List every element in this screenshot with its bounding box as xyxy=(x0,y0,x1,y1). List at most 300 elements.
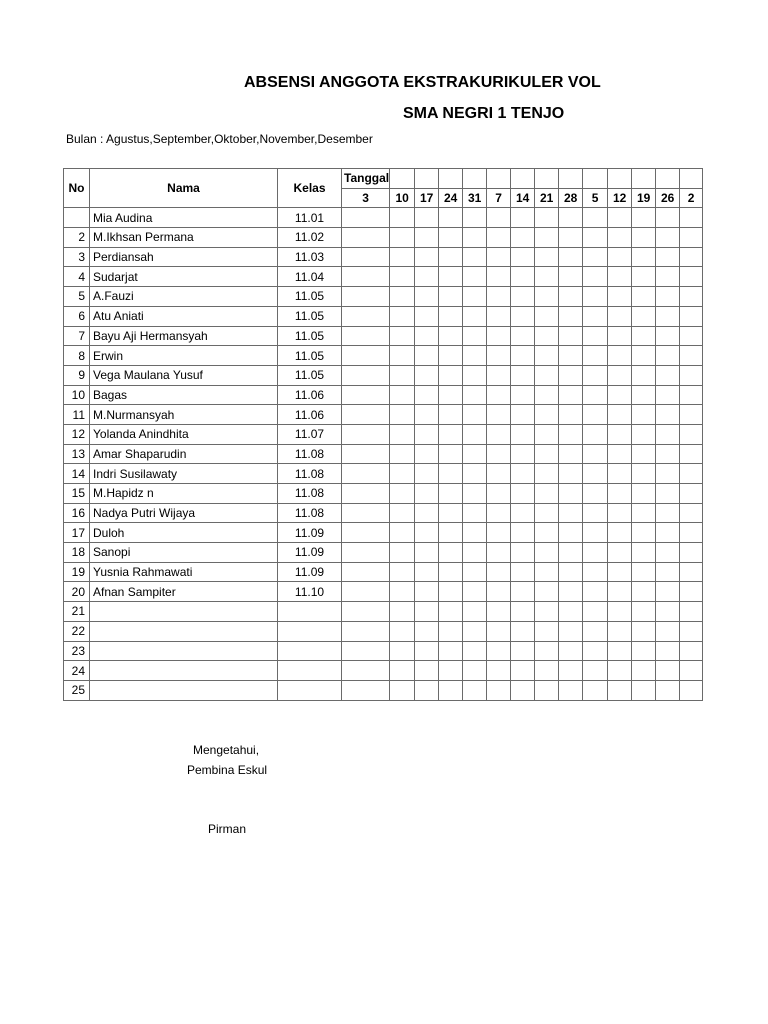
attendance-cell xyxy=(487,346,511,366)
header-kelas: Kelas xyxy=(278,169,342,208)
attendance-cell xyxy=(463,247,487,267)
attendance-cell xyxy=(656,405,680,425)
attendance-cell xyxy=(559,641,583,661)
attendance-cell xyxy=(511,523,535,543)
attendance-cell xyxy=(487,267,511,287)
attendance-cell xyxy=(511,444,535,464)
row-number: 14 xyxy=(64,464,90,484)
member-class: 11.02 xyxy=(278,228,342,248)
attendance-cell xyxy=(656,582,680,602)
attendance-cell xyxy=(415,523,439,543)
attendance-cell xyxy=(680,424,703,444)
attendance-cell xyxy=(583,326,608,346)
table-row xyxy=(64,385,703,405)
attendance-cell xyxy=(535,602,559,622)
attendance-cell xyxy=(583,444,608,464)
attendance-cell xyxy=(656,326,680,346)
member-name: Bayu Aji Hermansyah xyxy=(90,326,278,346)
attendance-cell xyxy=(415,385,439,405)
attendance-cell xyxy=(487,208,511,228)
attendance-cell xyxy=(390,444,415,464)
attendance-cell xyxy=(656,602,680,622)
table-row xyxy=(64,621,703,641)
attendance-cell xyxy=(415,641,439,661)
member-name: Afnan Sampiter xyxy=(90,582,278,602)
attendance-cell xyxy=(608,208,632,228)
attendance-cell xyxy=(439,464,463,484)
attendance-cell xyxy=(463,661,487,681)
attendance-cell xyxy=(439,247,463,267)
table-row xyxy=(64,523,703,543)
table-row xyxy=(64,602,703,622)
attendance-cell xyxy=(415,247,439,267)
attendance-cell xyxy=(439,503,463,523)
attendance-cell xyxy=(608,405,632,425)
attendance-cell xyxy=(511,247,535,267)
attendance-cell xyxy=(632,444,656,464)
attendance-cell xyxy=(463,523,487,543)
attendance-cell xyxy=(415,543,439,563)
attendance-cell xyxy=(583,523,608,543)
table-row xyxy=(64,562,703,582)
attendance-cell xyxy=(463,228,487,248)
attendance-cell xyxy=(511,287,535,307)
attendance-cell xyxy=(632,464,656,484)
row-number: 3 xyxy=(64,247,90,267)
attendance-cell xyxy=(680,267,703,287)
attendance-cell xyxy=(390,680,415,700)
member-class: 11.06 xyxy=(278,405,342,425)
attendance-cell xyxy=(535,621,559,641)
attendance-cell xyxy=(511,267,535,287)
member-class: 11.09 xyxy=(278,523,342,543)
attendance-cell xyxy=(463,641,487,661)
attendance-cell xyxy=(342,365,390,385)
row-number: 6 xyxy=(64,306,90,326)
attendance-cell xyxy=(559,464,583,484)
signatory-name: Pirman xyxy=(208,822,247,836)
member-class: 11.09 xyxy=(278,562,342,582)
attendance-cell xyxy=(390,287,415,307)
attendance-cell xyxy=(632,326,656,346)
attendance-cell xyxy=(535,680,559,700)
row-number: 22 xyxy=(64,621,90,641)
member-name: Sudarjat xyxy=(90,267,278,287)
attendance-cell xyxy=(535,267,559,287)
attendance-cell xyxy=(487,306,511,326)
attendance-cell xyxy=(463,287,487,307)
attendance-cell xyxy=(487,464,511,484)
attendance-cell xyxy=(535,641,559,661)
date-header: 31 xyxy=(463,188,487,208)
attendance-cell xyxy=(342,444,390,464)
member-name: Duloh xyxy=(90,523,278,543)
attendance-cell xyxy=(511,424,535,444)
date-header: 5 xyxy=(583,188,608,208)
attendance-cell xyxy=(463,464,487,484)
attendance-cell xyxy=(559,208,583,228)
member-class: 11.03 xyxy=(278,247,342,267)
attendance-cell xyxy=(415,582,439,602)
attendance-cell xyxy=(511,641,535,661)
table-row xyxy=(64,543,703,563)
attendance-cell xyxy=(463,365,487,385)
attendance-cell xyxy=(342,464,390,484)
attendance-cell xyxy=(511,680,535,700)
attendance-cell xyxy=(439,621,463,641)
row-number: 2 xyxy=(64,228,90,248)
attendance-cell xyxy=(463,543,487,563)
attendance-cell xyxy=(535,306,559,326)
attendance-cell xyxy=(583,365,608,385)
date-header: 2 xyxy=(680,188,703,208)
attendance-cell xyxy=(559,523,583,543)
attendance-cell xyxy=(656,424,680,444)
attendance-cell xyxy=(583,641,608,661)
member-class xyxy=(278,621,342,641)
attendance-cell xyxy=(632,424,656,444)
attendance-cell xyxy=(487,562,511,582)
attendance-cell xyxy=(390,365,415,385)
attendance-cell xyxy=(415,306,439,326)
attendance-cell xyxy=(656,484,680,504)
attendance-cell xyxy=(463,306,487,326)
attendance-cell xyxy=(583,484,608,504)
attendance-cell xyxy=(559,661,583,681)
attendance-cell xyxy=(656,306,680,326)
attendance-cell xyxy=(583,247,608,267)
attendance-cell xyxy=(342,424,390,444)
attendance-cell xyxy=(487,661,511,681)
attendance-cell xyxy=(390,267,415,287)
attendance-cell xyxy=(680,464,703,484)
attendance-cell xyxy=(559,424,583,444)
attendance-cell xyxy=(656,385,680,405)
attendance-cell xyxy=(439,385,463,405)
member-name xyxy=(90,641,278,661)
table-body xyxy=(64,208,703,700)
member-class: 11.05 xyxy=(278,306,342,326)
attendance-cell xyxy=(559,405,583,425)
attendance-cell xyxy=(390,247,415,267)
attendance-cell xyxy=(439,405,463,425)
attendance-cell xyxy=(511,385,535,405)
attendance-cell xyxy=(680,641,703,661)
attendance-cell xyxy=(439,602,463,622)
attendance-cell xyxy=(583,464,608,484)
member-name: M.Hapidz n xyxy=(90,484,278,504)
attendance-cell xyxy=(535,346,559,366)
attendance-cell xyxy=(535,287,559,307)
attendance-cell xyxy=(487,680,511,700)
attendance-cell xyxy=(535,582,559,602)
attendance-cell xyxy=(608,464,632,484)
attendance-cell xyxy=(342,484,390,504)
member-name xyxy=(90,602,278,622)
member-name: Indri Susilawaty xyxy=(90,464,278,484)
attendance-cell xyxy=(511,365,535,385)
date-header: 12 xyxy=(608,188,632,208)
attendance-cell xyxy=(439,306,463,326)
attendance-cell xyxy=(390,543,415,563)
row-number: 11 xyxy=(64,405,90,425)
member-class xyxy=(278,641,342,661)
date-header: 17 xyxy=(415,188,439,208)
attendance-cell xyxy=(632,562,656,582)
attendance-cell xyxy=(535,385,559,405)
row-number: 15 xyxy=(64,484,90,504)
attendance-cell xyxy=(608,346,632,366)
attendance-cell xyxy=(342,267,390,287)
attendance-cell xyxy=(439,641,463,661)
row-number: 17 xyxy=(64,523,90,543)
row-number: 12 xyxy=(64,424,90,444)
attendance-cell xyxy=(632,287,656,307)
member-name: Atu Aniati xyxy=(90,306,278,326)
attendance-cell xyxy=(342,621,390,641)
attendance-cell xyxy=(632,385,656,405)
attendance-cell xyxy=(632,484,656,504)
attendance-cell xyxy=(680,405,703,425)
row-number: 25 xyxy=(64,680,90,700)
pembina-label: Pembina Eskul xyxy=(187,763,268,777)
header-tanggal: Tanggal xyxy=(342,169,390,189)
member-class: 11.05 xyxy=(278,346,342,366)
attendance-cell xyxy=(511,582,535,602)
date-header: 19 xyxy=(632,188,656,208)
attendance-cell xyxy=(608,287,632,307)
table-row xyxy=(64,405,703,425)
attendance-cell xyxy=(342,306,390,326)
member-class: 11.08 xyxy=(278,484,342,504)
attendance-cell xyxy=(390,621,415,641)
attendance-cell xyxy=(632,228,656,248)
attendance-cell xyxy=(608,503,632,523)
attendance-cell xyxy=(656,464,680,484)
row-number: 16 xyxy=(64,503,90,523)
member-class xyxy=(278,661,342,681)
attendance-cell xyxy=(608,661,632,681)
attendance-cell xyxy=(463,484,487,504)
attendance-cell xyxy=(511,405,535,425)
attendance-cell xyxy=(463,424,487,444)
attendance-cell xyxy=(487,424,511,444)
attendance-cell xyxy=(559,602,583,622)
date-header: 14 xyxy=(511,188,535,208)
attendance-cell xyxy=(608,641,632,661)
attendance-cell xyxy=(680,326,703,346)
attendance-cell xyxy=(656,543,680,563)
attendance-cell xyxy=(559,247,583,267)
row-number: 18 xyxy=(64,543,90,563)
attendance-cell xyxy=(511,661,535,681)
attendance-cell xyxy=(463,208,487,228)
attendance-cell xyxy=(439,562,463,582)
attendance-cell xyxy=(439,484,463,504)
attendance-cell xyxy=(487,228,511,248)
attendance-cell xyxy=(559,562,583,582)
row-number: 10 xyxy=(64,385,90,405)
attendance-cell xyxy=(487,326,511,346)
attendance-cell xyxy=(583,680,608,700)
attendance-cell xyxy=(632,247,656,267)
member-name: Yolanda Anindhita xyxy=(90,424,278,444)
attendance-cell xyxy=(632,365,656,385)
attendance-cell xyxy=(342,247,390,267)
attendance-cell xyxy=(342,287,390,307)
attendance-cell xyxy=(487,503,511,523)
attendance-cell xyxy=(463,385,487,405)
attendance-cell xyxy=(439,424,463,444)
attendance-cell xyxy=(632,661,656,681)
member-name: Perdiansah xyxy=(90,247,278,267)
member-class: 11.09 xyxy=(278,543,342,563)
attendance-cell xyxy=(390,208,415,228)
attendance-cell xyxy=(632,405,656,425)
attendance-cell xyxy=(511,621,535,641)
attendance-cell xyxy=(390,306,415,326)
attendance-cell xyxy=(583,424,608,444)
attendance-cell xyxy=(342,543,390,563)
table-row xyxy=(64,424,703,444)
attendance-cell xyxy=(608,326,632,346)
attendance-cell xyxy=(535,523,559,543)
table-row xyxy=(64,208,703,228)
member-class: 11.05 xyxy=(278,326,342,346)
attendance-cell xyxy=(608,602,632,622)
attendance-cell xyxy=(608,385,632,405)
attendance-cell xyxy=(632,267,656,287)
attendance-cell xyxy=(583,346,608,366)
attendance-cell xyxy=(463,621,487,641)
table-row xyxy=(64,326,703,346)
attendance-cell xyxy=(559,228,583,248)
attendance-cell xyxy=(559,346,583,366)
row-number xyxy=(64,208,90,228)
attendance-cell xyxy=(511,346,535,366)
attendance-cell xyxy=(608,543,632,563)
attendance-cell xyxy=(415,484,439,504)
attendance-cell xyxy=(656,247,680,267)
attendance-cell xyxy=(559,267,583,287)
attendance-cell xyxy=(535,503,559,523)
attendance-cell xyxy=(583,582,608,602)
attendance-cell xyxy=(342,523,390,543)
attendance-cell xyxy=(656,228,680,248)
attendance-cell xyxy=(487,602,511,622)
attendance-cell xyxy=(608,680,632,700)
attendance-cell xyxy=(390,602,415,622)
attendance-cell xyxy=(680,365,703,385)
attendance-cell xyxy=(608,267,632,287)
attendance-cell xyxy=(487,543,511,563)
attendance-cell xyxy=(583,267,608,287)
row-number: 4 xyxy=(64,267,90,287)
attendance-cell xyxy=(463,582,487,602)
attendance-cell xyxy=(535,247,559,267)
attendance-cell xyxy=(535,228,559,248)
attendance-cell xyxy=(487,523,511,543)
attendance-cell xyxy=(608,444,632,464)
member-name: M.Ikhsan Permana xyxy=(90,228,278,248)
row-number: 20 xyxy=(64,582,90,602)
attendance-cell xyxy=(463,602,487,622)
member-name: Nadya Putri Wijaya xyxy=(90,503,278,523)
attendance-cell xyxy=(415,365,439,385)
row-number: 8 xyxy=(64,346,90,366)
member-name: Yusnia Rahmawati xyxy=(90,562,278,582)
attendance-cell xyxy=(415,228,439,248)
row-number: 24 xyxy=(64,661,90,681)
attendance-cell xyxy=(415,405,439,425)
attendance-cell xyxy=(535,424,559,444)
member-class xyxy=(278,602,342,622)
attendance-cell xyxy=(342,385,390,405)
attendance-cell xyxy=(656,444,680,464)
attendance-cell xyxy=(632,543,656,563)
member-name: Vega Maulana Yusuf xyxy=(90,365,278,385)
attendance-cell xyxy=(608,247,632,267)
attendance-cell xyxy=(608,621,632,641)
attendance-cell xyxy=(680,287,703,307)
attendance-cell xyxy=(487,365,511,385)
attendance-cell xyxy=(342,562,390,582)
attendance-cell xyxy=(415,602,439,622)
attendance-cell xyxy=(415,346,439,366)
attendance-cell xyxy=(656,267,680,287)
attendance-cell xyxy=(608,484,632,504)
table-header xyxy=(64,169,703,208)
member-name: Erwin xyxy=(90,346,278,366)
attendance-cell xyxy=(632,346,656,366)
table-row xyxy=(64,228,703,248)
date-header: 7 xyxy=(487,188,511,208)
attendance-cell xyxy=(390,228,415,248)
attendance-cell xyxy=(559,503,583,523)
table-row xyxy=(64,267,703,287)
member-class: 11.06 xyxy=(278,385,342,405)
attendance-cell xyxy=(511,562,535,582)
attendance-cell xyxy=(439,444,463,464)
row-number: 23 xyxy=(64,641,90,661)
attendance-cell xyxy=(390,464,415,484)
attendance-table xyxy=(63,168,703,701)
attendance-cell xyxy=(463,503,487,523)
attendance-cell xyxy=(559,543,583,563)
attendance-cell xyxy=(656,503,680,523)
attendance-cell xyxy=(342,641,390,661)
attendance-cell xyxy=(608,582,632,602)
attendance-cell xyxy=(463,346,487,366)
member-name: Sanopi xyxy=(90,543,278,563)
header-nama: Nama xyxy=(90,169,278,208)
member-class xyxy=(278,680,342,700)
member-name: M.Nurmansyah xyxy=(90,405,278,425)
attendance-cell xyxy=(656,287,680,307)
attendance-cell xyxy=(583,208,608,228)
attendance-cell xyxy=(559,680,583,700)
attendance-cell xyxy=(511,306,535,326)
attendance-cell xyxy=(583,287,608,307)
member-class: 11.05 xyxy=(278,287,342,307)
attendance-cell xyxy=(487,484,511,504)
member-name xyxy=(90,661,278,681)
row-number: 13 xyxy=(64,444,90,464)
member-name: Amar Shaparudin xyxy=(90,444,278,464)
attendance-cell xyxy=(535,661,559,681)
attendance-cell xyxy=(342,602,390,622)
attendance-cell xyxy=(680,503,703,523)
